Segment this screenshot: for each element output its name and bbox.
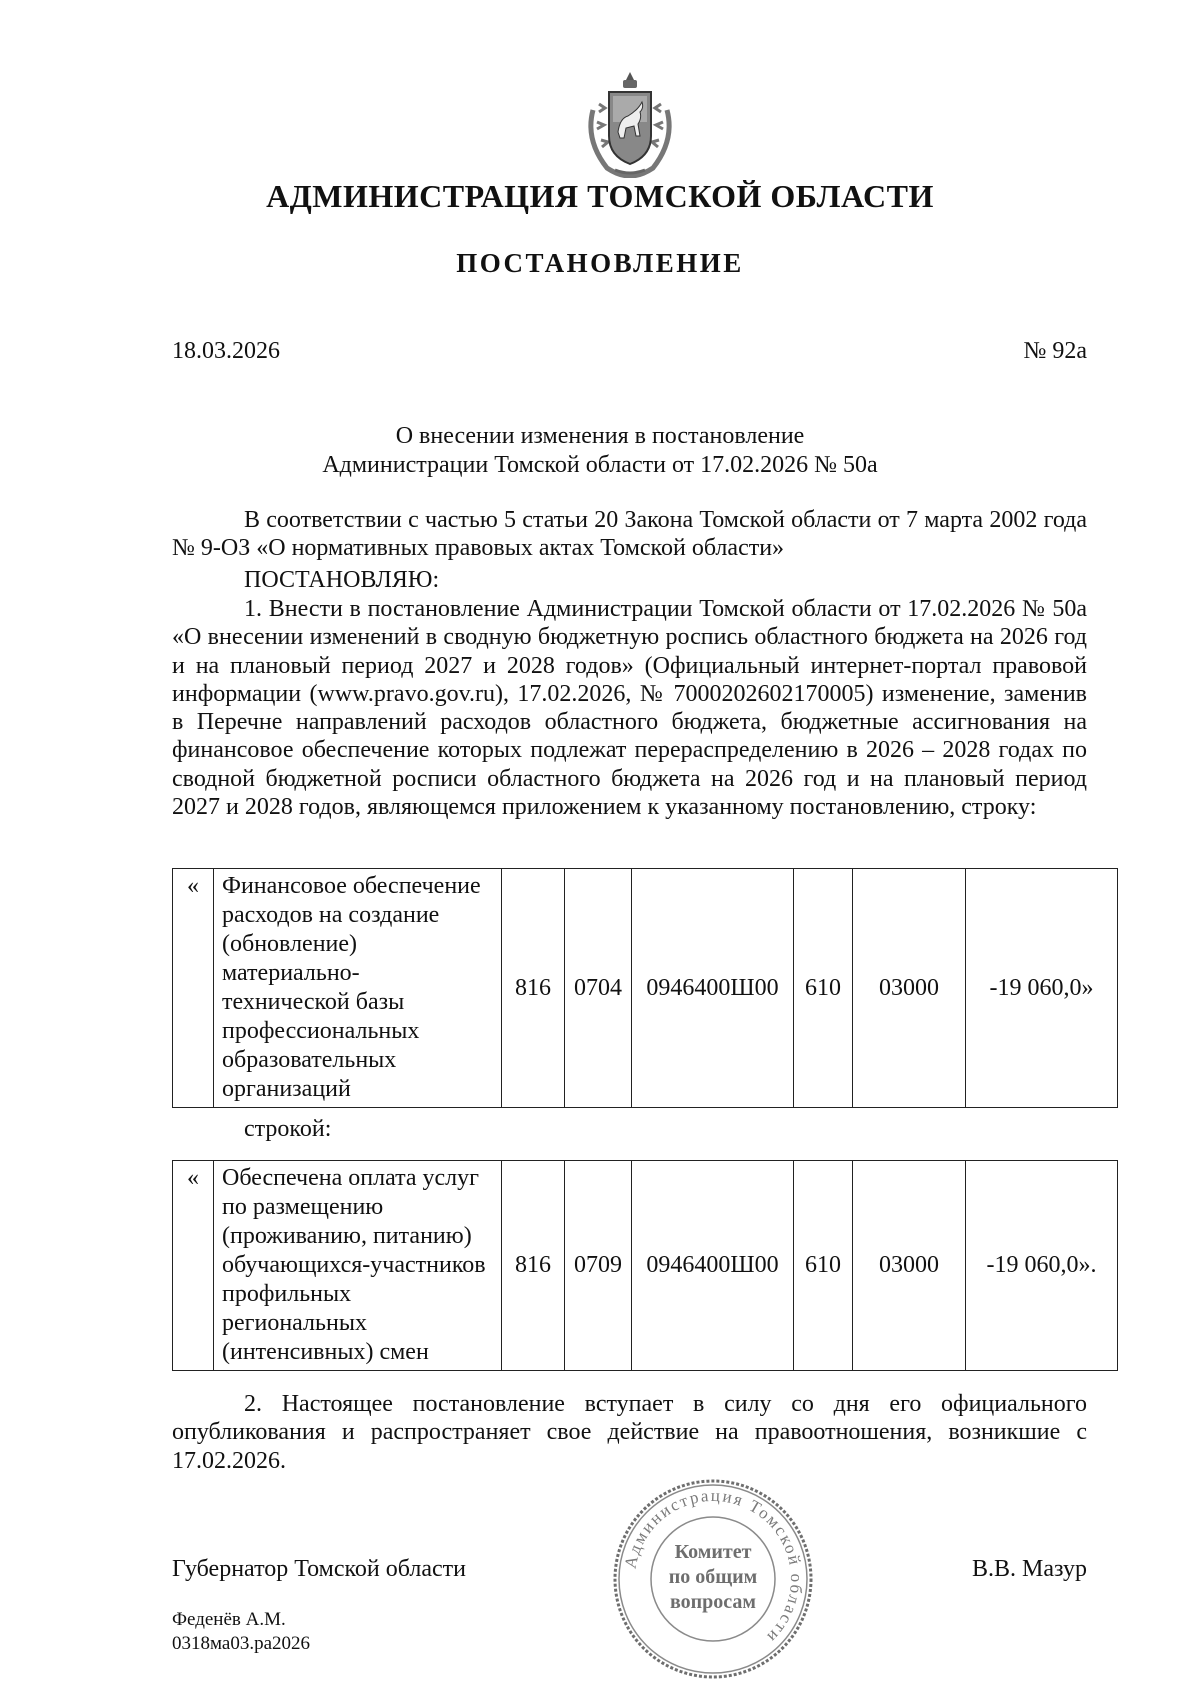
- name-line: Обеспечена оплата услуг: [222, 1165, 480, 1191]
- executor-name: Феденёв А.М.: [172, 1609, 286, 1630]
- amount-cell: -19 060,0».: [966, 1161, 1118, 1371]
- subject-line: Администрации Томской области от 17.02.2026 № 50а: [322, 452, 878, 478]
- amount-cell: -19 060,0»: [966, 869, 1118, 1108]
- name-line: расходов на создание: [222, 902, 440, 928]
- name-line: региональных: [222, 1310, 367, 1336]
- document-number: № 92а: [1023, 338, 1087, 364]
- target-code-cell: 0946400Ш00: [632, 869, 794, 1108]
- table-row: [173, 1161, 1118, 1371]
- name-line: профессиональных: [222, 1018, 420, 1044]
- organization-title: АДМИНИСТРАЦИЯ ТОМСКОЙ ОБЛАСТИ: [266, 178, 934, 214]
- expense-name-cell: [214, 869, 502, 1108]
- stamp-ring-text: Администрация Томской области: [620, 1485, 807, 1648]
- replace-label: строкой:: [244, 1116, 332, 1142]
- name-line: обучающихся-участников: [222, 1252, 486, 1278]
- purpose-code-cell: 03000: [853, 869, 966, 1108]
- item-1-paragraph: [172, 595, 1087, 821]
- name-line: Финансовое обеспечение: [222, 873, 481, 899]
- document-type: ПОСТАНОВЛЕНИЕ: [456, 248, 744, 278]
- registration-code: 0318ма03.ра2026: [172, 1633, 311, 1654]
- stamp-line: Комитет: [674, 1541, 752, 1563]
- old-budget-row-table: [172, 868, 1118, 1108]
- quote-mark: «: [173, 869, 214, 1108]
- coat-of-arms-emblem: [585, 70, 675, 178]
- executor-block: [172, 1608, 310, 1656]
- document-date: 18.03.2026: [172, 338, 280, 364]
- name-line: технической базы: [222, 989, 405, 1015]
- subject-line: О внесении изменения в постановление: [395, 423, 805, 449]
- ministry-code-cell: 816: [502, 1161, 565, 1371]
- name-line: (обновление): [222, 931, 358, 957]
- name-line: (проживанию, питанию): [222, 1223, 472, 1249]
- signatory-title: Губернатор Томской области: [172, 1556, 466, 1582]
- stamp-line: по общим: [668, 1566, 758, 1588]
- name-line: материально-: [222, 960, 360, 986]
- expense-type-cell: 610: [794, 1161, 853, 1371]
- name-line: (интенсивных) смен: [222, 1339, 429, 1365]
- item-2-text: 2. Настоящее постановление вступает в силу со дня его официального опубликования и распространяет свое действие на правоотношения, возникшие с 17.02.2026.: [172, 1391, 1087, 1474]
- table-row: [173, 869, 1118, 1108]
- quote-mark: «: [173, 1161, 214, 1371]
- preamble-text: В соответствии с частью 5 статьи 20 Закона Томской области от 7 марта 2002 года № 9-ОЗ «О нормативных правовых актах Томской области»: [172, 507, 1087, 562]
- expense-name-cell: [214, 1161, 502, 1371]
- name-line: профильных: [222, 1281, 352, 1307]
- item-1-text: 1. Внести в постановление Администрации Томской области от 17.02.2026 № 50а «О внесении изменений в сводную бюджетную роспись областного бюджета на 2026 год и на плановый период 2027 и 2028 годов» (Официальный интернет-портал правовой информации (www.pravo.gov.ru), 17.02.2026, № 7000202602170005) изменение, заменив в Перечне направлений расходов областного бюджета, бюджетные ассигнования на финансовое обеспечение которых подлежат перераспределению в 2026 – 2028 годах по сводной бюджетной росписи областного бюджета на 2026 год и на плановый период 2027 и 2028 годов, являющемся приложением к указанному постановлению, строку:: [172, 596, 1087, 821]
- expense-type-cell: 610: [794, 869, 853, 1108]
- stamp-line: вопросам: [669, 1591, 757, 1613]
- official-stamp: [610, 1476, 816, 1682]
- name-line: по размещению: [222, 1194, 384, 1220]
- item-2-paragraph: [172, 1390, 1087, 1475]
- resolve-word: ПОСТАНОВЛЯЮ:: [244, 567, 440, 593]
- section-code-cell: 0709: [565, 1161, 632, 1371]
- document-subject: [0, 422, 1200, 480]
- ministry-code-cell: 816: [502, 869, 565, 1108]
- section-code-cell: 0704: [565, 869, 632, 1108]
- purpose-code-cell: 03000: [853, 1161, 966, 1371]
- preamble-paragraph: [172, 506, 1087, 563]
- name-line: организаций: [222, 1076, 351, 1102]
- signatory-name: В.В. Мазур: [972, 1556, 1087, 1582]
- new-budget-row-table: [172, 1160, 1118, 1371]
- name-line: образовательных: [222, 1047, 397, 1073]
- target-code-cell: 0946400Ш00: [632, 1161, 794, 1371]
